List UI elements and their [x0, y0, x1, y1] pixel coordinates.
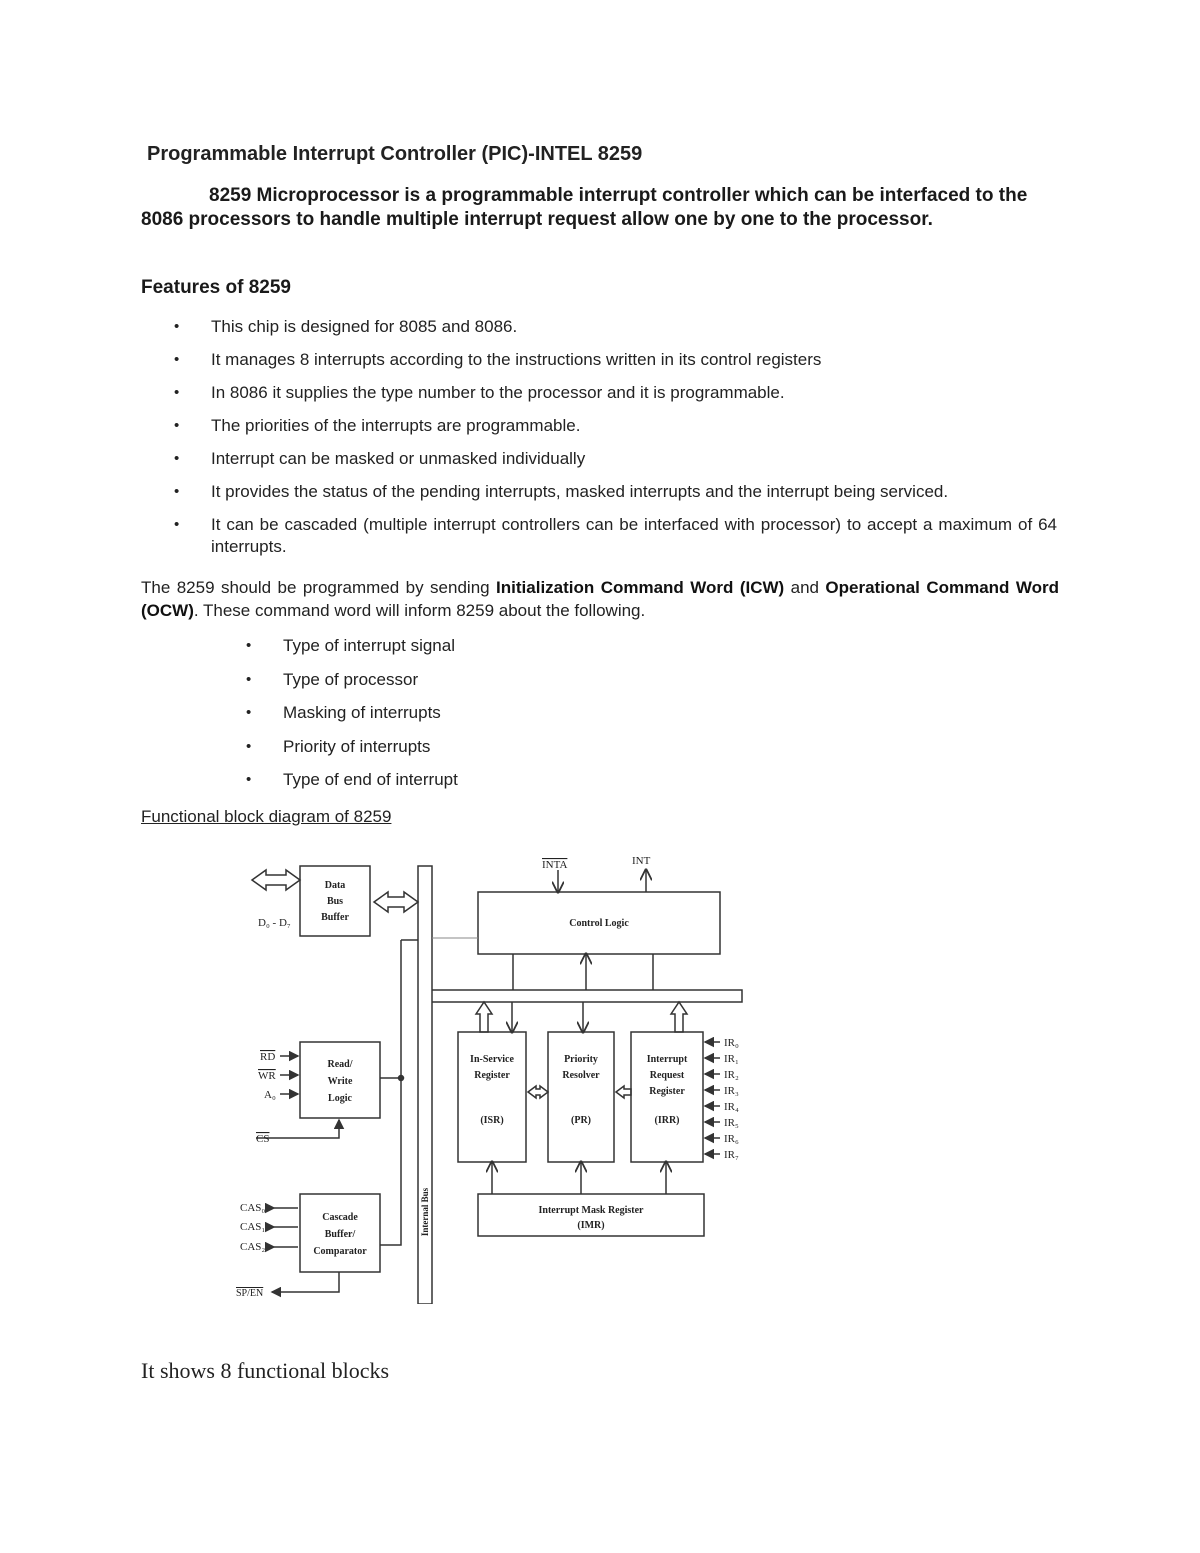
- ir7-label: IR₇: [724, 1149, 739, 1161]
- footer-text: It shows 8 functional blocks: [141, 1358, 390, 1383]
- icw-term: Initialization Command Word (ICW): [496, 578, 785, 597]
- bus-to-irr-arrow: [671, 1002, 687, 1032]
- irr-pr-arrow: [616, 1086, 631, 1098]
- irr-label-3: Register: [649, 1086, 685, 1097]
- list-item: • Interrupt can be masked or unmasked individually: [141, 448, 1057, 470]
- para-text: . These command word will inform 8259 about the following.: [193, 601, 646, 620]
- ir4-label: IR₄: [724, 1101, 739, 1113]
- a0-label: A₀: [264, 1089, 276, 1101]
- dbb-label-2: Bus: [326, 896, 344, 907]
- isr-label-2: Register: [474, 1070, 510, 1081]
- imr-label-2: (IMR): [577, 1220, 605, 1231]
- irr-label-4: (IRR): [654, 1115, 680, 1126]
- ir0-label: IR₀: [724, 1037, 739, 1049]
- horizontal-bus: [432, 990, 742, 1002]
- cascade-label-1: Cascade: [322, 1212, 358, 1223]
- sp-en-line: [272, 1272, 339, 1292]
- list-item: • Type of interrupt signal: [141, 635, 458, 657]
- cas0-label: CAS₀: [240, 1202, 266, 1214]
- features-list: [141, 316, 1057, 569]
- cas2-label: CAS₂: [240, 1241, 266, 1253]
- junction-dot: [399, 1076, 404, 1081]
- para-text: and: [784, 578, 826, 597]
- ir2-label: IR₂: [724, 1069, 739, 1081]
- intro-paragraph: 8259 Microprocessor is a programmable interrupt controller which can be interfaced to the 8086 processors to handle multiple interrupt request allow one by one to the processor.: [141, 185, 1028, 230]
- features-heading: Features of 8259: [141, 277, 291, 298]
- isr-label-1: In-Service: [470, 1054, 514, 1065]
- cas1-label: CAS₁: [240, 1221, 266, 1233]
- list-item: • The priorities of the interrupts are programmable.: [141, 415, 1057, 437]
- internal-bus-label: Internal Bus: [420, 1187, 430, 1237]
- command-info-list: [141, 635, 458, 803]
- rw-label-1: Read/: [327, 1059, 353, 1070]
- ir3-label: IR₃: [724, 1085, 739, 1097]
- cascade-label-3: Comparator: [313, 1246, 367, 1257]
- list-item: • It manages 8 interrupts according to the instructions written in its control registers: [141, 349, 1057, 371]
- irr-label-1: Interrupt: [646, 1054, 688, 1065]
- sp-en-label: SP/EN: [236, 1288, 264, 1299]
- block-diagram: [226, 842, 762, 1304]
- ir5-label: IR₅: [724, 1117, 739, 1129]
- pr-label-1: Priority: [564, 1054, 598, 1065]
- ir6-label: IR₆: [724, 1133, 739, 1145]
- control-logic-label: Control Logic: [569, 918, 629, 929]
- list-item: • In 8086 it supplies the type number to the processor and it is programmable.: [141, 382, 1057, 404]
- int-label: INT: [632, 855, 651, 867]
- isr-pr-arrow: [528, 1086, 548, 1098]
- rd-label: RD: [260, 1051, 276, 1063]
- list-item: • Type of end of interrupt: [141, 769, 458, 791]
- pr-label-3: (PR): [571, 1115, 591, 1126]
- list-item: • Type of processor: [141, 669, 458, 691]
- wr-label: WR: [258, 1070, 276, 1082]
- diagram-caption: Functional block diagram of 8259: [141, 807, 392, 826]
- irr-label-2: Request: [649, 1070, 685, 1081]
- para-text: The 8259 should be programmed by sending: [141, 578, 497, 597]
- pr-box: [548, 1032, 614, 1162]
- irr-box: [631, 1032, 703, 1162]
- dbb-label-1: Data: [324, 880, 346, 891]
- bus-to-isr-arrow: [476, 1002, 492, 1032]
- rw-label-2: Write: [327, 1076, 353, 1087]
- list-item: • It can be cascaded (multiple interrupt controllers can be interfaced with processor) to accept a maximum of 64 interrupts.: [141, 514, 1057, 558]
- bus-trunk-line: [380, 940, 401, 1245]
- page-title: Programmable Interrupt Controller (PIC)-INTEL 8259: [147, 143, 643, 165]
- list-item: • Priority of interrupts: [141, 736, 458, 758]
- list-item: • It provides the status of the pending interrupts, masked interrupts and the interrupt being serviced.: [141, 481, 1057, 503]
- data-bus-label: D₀ - D₇: [258, 917, 291, 929]
- internal-bus: [418, 866, 432, 1304]
- data-bus-arrow: [252, 870, 300, 890]
- imr-label-1: Interrupt Mask Register: [538, 1205, 644, 1216]
- isr-box: [458, 1032, 526, 1162]
- cascade-label-2: Buffer/: [324, 1229, 356, 1240]
- inta-label: INTA: [542, 859, 568, 871]
- isr-label-3: (ISR): [480, 1115, 504, 1126]
- ir1-label: IR₁: [724, 1053, 739, 1065]
- list-item: • Masking of interrupts: [141, 702, 458, 724]
- ocw-term: Operational Command Word (OCW): [141, 578, 1059, 620]
- pr-label-2: Resolver: [562, 1070, 600, 1081]
- programming-paragraph: [141, 576, 1059, 622]
- list-item: • This chip is designed for 8085 and 8086.: [141, 316, 1057, 338]
- buffer-to-bus-arrow: [374, 892, 418, 912]
- cs-label: CS: [256, 1133, 270, 1145]
- dbb-label-3: Buffer: [321, 912, 349, 923]
- rw-label-3: Logic: [328, 1093, 352, 1104]
